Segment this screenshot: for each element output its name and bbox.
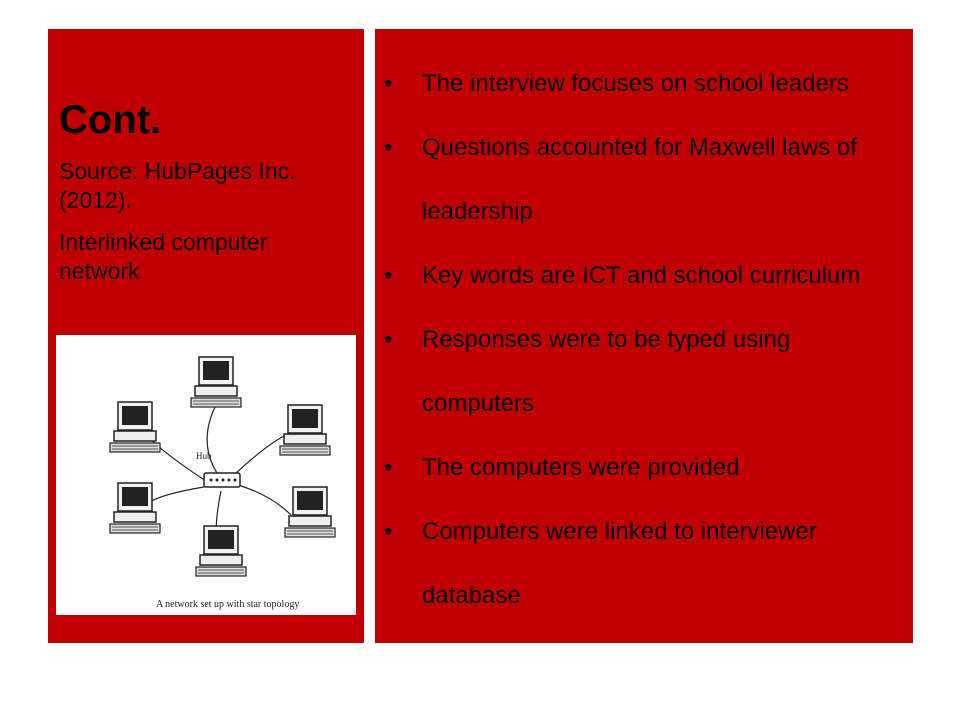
bullet-icon: • <box>384 70 393 97</box>
bullet-text: Responses were to be typed using computers <box>422 326 791 417</box>
star-topology-image <box>56 335 356 615</box>
bullet-icon: • <box>384 134 393 161</box>
figure-caption: A network set up with star topology <box>156 599 300 610</box>
bullet-text: Computers were linked to interviewer database <box>422 518 817 609</box>
list-item <box>384 244 904 308</box>
bullet-text: The computers were provided <box>422 454 740 481</box>
source-citation: Source: HubPages Inc. (2012). <box>59 158 296 213</box>
slide-title: Cont. <box>59 98 162 142</box>
list-item <box>384 52 904 116</box>
bullet-icon: • <box>384 326 393 353</box>
list-item <box>384 116 904 244</box>
image-description: Interlinked computer network <box>59 229 268 284</box>
list-item <box>384 500 904 628</box>
bullet-text: Key words are ICT and school curriculum <box>422 262 861 289</box>
bullet-text: The interview focuses on school leaders <box>422 70 849 97</box>
bullet-text: Questions accounted for Maxwell laws of leadership <box>422 134 857 225</box>
bullet-icon: • <box>384 518 393 545</box>
network-diagram-icon <box>56 335 356 615</box>
bullet-icon: • <box>384 454 393 481</box>
list-item <box>384 436 904 500</box>
bullet-icon: • <box>384 262 393 289</box>
list-item <box>384 308 904 436</box>
hub-label: Hub <box>196 451 212 461</box>
bullet-list <box>384 52 904 628</box>
